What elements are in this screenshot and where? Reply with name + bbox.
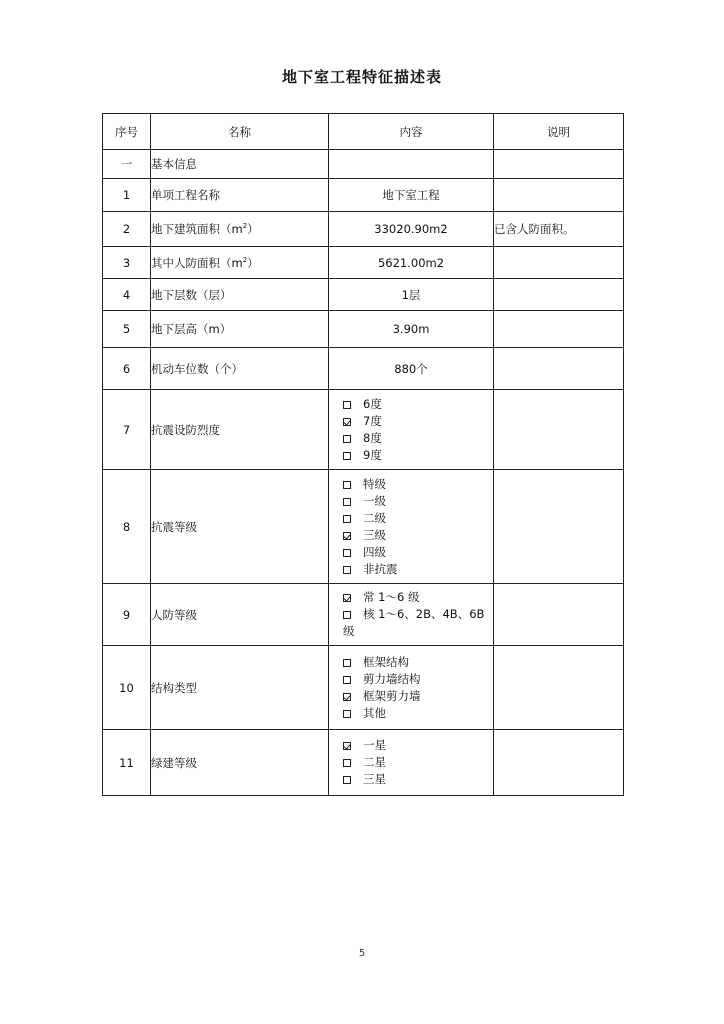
checked-checkbox-icon[interactable] — [343, 742, 351, 750]
option-list — [329, 730, 494, 796]
checked-checkbox-icon[interactable] — [343, 693, 351, 701]
page-number: 5 — [358, 948, 366, 959]
table-row — [103, 279, 624, 311]
option-item[interactable]: 核 1～6、2B、4B、6B级 — [343, 607, 485, 638]
header-name: 名称 — [151, 114, 329, 150]
checkbox-icon[interactable] — [343, 776, 351, 784]
row-content: 3.90m — [329, 311, 494, 348]
option-item[interactable]: 剪力墙结构 — [343, 671, 493, 688]
checkbox-icon[interactable] — [343, 452, 351, 460]
option-item[interactable]: 一星 — [343, 737, 493, 754]
row-content: 5621.00m2 — [329, 247, 494, 279]
row-note — [494, 179, 624, 212]
option-item[interactable]: 非抗震 — [343, 561, 493, 578]
row-no: 4 — [103, 279, 151, 311]
row-name: 机动车位数（个） — [151, 348, 329, 390]
row-note — [494, 646, 624, 730]
table-row — [103, 730, 624, 796]
row-note — [494, 470, 624, 584]
option-item[interactable]: 二星 — [343, 754, 493, 771]
row-no: 10 — [103, 646, 151, 730]
row-content — [329, 150, 494, 179]
feature-table — [102, 113, 624, 796]
row-content: 1层 — [329, 279, 494, 311]
checkbox-icon[interactable] — [343, 759, 351, 767]
checkbox-icon[interactable] — [343, 659, 351, 667]
table-row — [103, 150, 624, 179]
row-content: 地下室工程 — [329, 179, 494, 212]
option-item[interactable]: 四级 — [343, 544, 493, 561]
row-name: 抗震设防烈度 — [151, 390, 329, 470]
checkbox-icon[interactable] — [343, 435, 351, 443]
row-name: 其中人防面积$(m^2)$ — [151, 247, 329, 279]
checkbox-icon[interactable] — [343, 481, 351, 489]
table-row — [103, 470, 624, 584]
header-no: 序号 — [103, 114, 151, 150]
row-note: 已含人防面积。 — [494, 212, 624, 247]
option-item[interactable]: 框架剪力墙 — [343, 688, 493, 705]
checkbox-icon[interactable] — [343, 566, 351, 574]
row-note — [494, 730, 624, 796]
option-list — [329, 646, 494, 730]
row-note — [494, 279, 624, 311]
table-header-row — [103, 114, 624, 150]
header-note: 说明 — [494, 114, 624, 150]
row-note — [494, 390, 624, 470]
option-item[interactable]: 一级 — [343, 493, 493, 510]
row-name: 抗震等级 — [151, 470, 329, 584]
row-name: 地下建筑面积$(m^2)$ — [151, 212, 329, 247]
option-item[interactable]: 常 1～6 级 — [343, 589, 493, 606]
row-content: 880个 — [329, 348, 494, 390]
row-name: 地下层数（层） — [151, 279, 329, 311]
row-note — [494, 150, 624, 179]
checked-checkbox-icon[interactable] — [343, 594, 351, 602]
row-name: 结构类型 — [151, 646, 329, 730]
row-no: 11 — [103, 730, 151, 796]
option-item[interactable]: 7度 — [343, 413, 493, 430]
checked-checkbox-icon[interactable] — [343, 532, 351, 540]
row-note — [494, 348, 624, 390]
document-title: 地下室工程特征描述表 — [281, 68, 442, 86]
row-no: 8 — [103, 470, 151, 584]
table-row — [103, 584, 624, 646]
row-name: 地下层高（m） — [151, 311, 329, 348]
checkbox-icon[interactable] — [343, 676, 351, 684]
row-no: 6 — [103, 348, 151, 390]
row-no: 7 — [103, 390, 151, 470]
checkbox-icon[interactable] — [343, 710, 351, 718]
row-name: 绿建等级 — [151, 730, 329, 796]
row-note — [494, 247, 624, 279]
row-no: 2 — [103, 212, 151, 247]
row-no: 3 — [103, 247, 151, 279]
row-content: 33020.90m2 — [329, 212, 494, 247]
option-item[interactable]: 9度 — [343, 447, 493, 464]
option-item[interactable]: 特级 — [343, 476, 493, 493]
row-name: 人防等级 — [151, 584, 329, 646]
option-list — [329, 470, 494, 584]
option-list — [329, 390, 494, 470]
table-row — [103, 179, 624, 212]
option-item[interactable]: 框架结构 — [343, 654, 493, 671]
checkbox-icon[interactable] — [343, 515, 351, 523]
row-no: 5 — [103, 311, 151, 348]
row-name: 基本信息 — [151, 150, 329, 179]
row-no: 9 — [103, 584, 151, 646]
row-no: 1 — [103, 179, 151, 212]
option-item[interactable]: 8度 — [343, 430, 493, 447]
header-content: 内容 — [329, 114, 494, 150]
row-no: 一 — [103, 150, 151, 179]
table-row — [103, 390, 624, 470]
option-item[interactable]: 二级 — [343, 510, 493, 527]
checkbox-icon[interactable] — [343, 549, 351, 557]
table-row — [103, 311, 624, 348]
checkbox-icon[interactable] — [343, 611, 351, 619]
table-row — [103, 247, 624, 279]
table-row — [103, 348, 624, 390]
checkbox-icon[interactable] — [343, 498, 351, 506]
option-item[interactable]: 6度 — [343, 396, 493, 413]
option-item[interactable]: 其他 — [343, 705, 493, 722]
table-row — [103, 212, 624, 247]
row-note — [494, 311, 624, 348]
option-item[interactable]: 三星 — [343, 771, 493, 788]
table-row — [103, 646, 624, 730]
option-item[interactable]: 三级 — [343, 527, 493, 544]
checked-checkbox-icon[interactable] — [343, 418, 351, 426]
option-list — [329, 584, 494, 646]
row-name: 单项工程名称 — [151, 179, 329, 212]
row-note — [494, 584, 624, 646]
checkbox-icon[interactable] — [343, 401, 351, 409]
